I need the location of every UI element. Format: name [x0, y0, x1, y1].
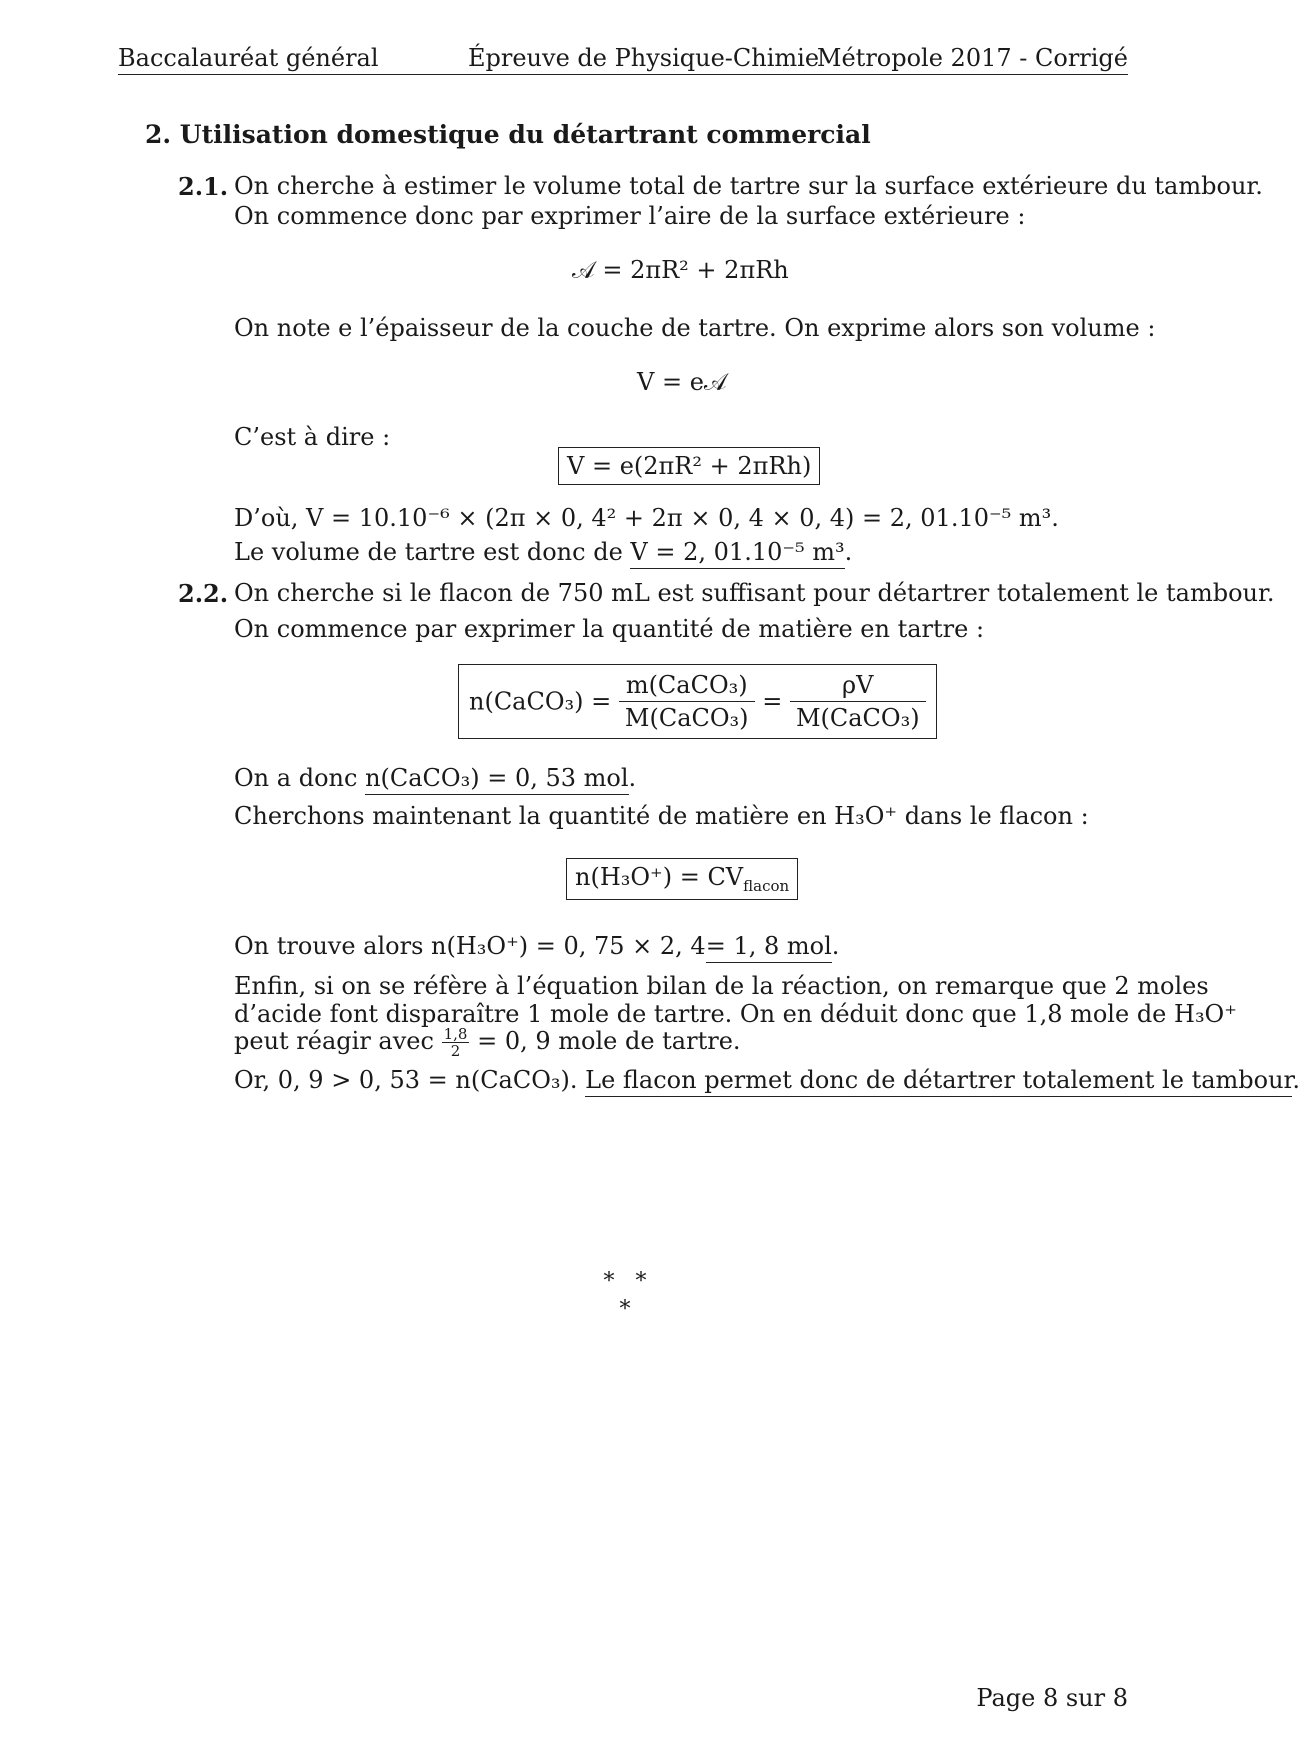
- q21-volume-result: V = 2, 01.10⁻⁵ m³: [630, 538, 844, 569]
- question-2-2-number: 2.2.: [178, 579, 229, 608]
- eq-n-lhs: n(CaCO₃) =: [469, 687, 612, 716]
- boxed-equation-n-caco3: [458, 664, 937, 739]
- page-header: [118, 40, 1128, 75]
- q22-n-caco3-result: n(CaCO₃) = 0, 53 mol: [365, 764, 628, 795]
- eq-h3o-subscript: flacon: [743, 876, 790, 895]
- header-right: Métropole 2017 - Corrigé: [816, 44, 1128, 72]
- q21-line6-prefix: Le volume de tartre est donc de: [234, 538, 623, 566]
- page-number: Page 8 sur 8: [976, 1684, 1128, 1712]
- q22-line8-prefix: peut réagir avec: [234, 1027, 434, 1055]
- q21-line1: On cherche à estimer le volume total de tartre sur la surface extérieure du tambour.: [234, 172, 1263, 200]
- fraction-rhoV-over-molar: [790, 671, 926, 732]
- frac1-denominator: M(CaCO₃): [624, 704, 749, 732]
- q22-conclusion: Le flacon permet donc de détartrer totalement le tambour: [585, 1066, 1292, 1097]
- separator-top: * *: [603, 1269, 647, 1294]
- q22-line6: Enfin, si on se réfère à l’équation bilan de la réaction, on remarque que 2 moles: [234, 972, 1209, 1000]
- q21-line3: On note e l’épaisseur de la couche de tartre. On exprime alors son volume :: [234, 314, 1156, 342]
- q22-line3: On a donc n(CaCO₃) = 0, 53 mol.: [234, 764, 636, 792]
- q21-line6: Le volume de tartre est donc de V = 2, 01.10⁻⁵ m³.: [234, 538, 852, 566]
- q22-line8: [234, 1026, 741, 1059]
- q22-line7: d’acide font disparaître 1 mole de tartre. On en déduit donc que 1,8 mole de H₃O⁺: [234, 1000, 1237, 1028]
- q22-n-h3o-result: = 1, 8 mol: [706, 932, 832, 963]
- fraction-1-8-over-2: [442, 1026, 470, 1059]
- frac1-numerator: m(CaCO₃): [619, 671, 755, 702]
- frac2-numerator: ρV: [790, 671, 926, 702]
- q21-line4: C’est à dire :: [234, 423, 391, 451]
- q21-line5: D’où, V = 10.10⁻⁶ × (2π × 0, 4² + 2π × 0, 4 × 0, 4) = 2, 01.10⁻⁵ m³.: [234, 504, 1059, 532]
- q21-line2: On commence donc par exprimer l’aire de la surface extérieure :: [234, 202, 1026, 230]
- q22-line5-prefix: On trouve alors n(H₃O⁺) = 0, 75 × 2, 4: [234, 932, 706, 960]
- q22-line4: Cherchons maintenant la quantité de matière en H₃O⁺ dans le flacon :: [234, 802, 1089, 830]
- q22-line2: On commence par exprimer la quantité de matière en tartre :: [234, 615, 985, 643]
- header-left: Baccalauréat général: [118, 44, 379, 72]
- small-frac-numerator: 1,8: [443, 1025, 468, 1043]
- fraction-mass-over-molar: [619, 671, 755, 732]
- q22-line9-prefix: Or, 0, 9 > 0, 53 = n(CaCO₃).: [234, 1066, 578, 1094]
- q22-line9: Or, 0, 9 > 0, 53 = n(CaCO₃). Le flacon permet donc de détartrer totalement le tambour.: [234, 1066, 1300, 1094]
- eq-h3o-main: n(H₃O⁺) = CV: [575, 863, 744, 891]
- q22-line8-suffix: = 0, 9 mole de tartre.: [477, 1027, 741, 1055]
- header-center: Épreuve de Physique-Chimie: [468, 44, 820, 72]
- equation-area: 𝒜 = 2πR² + 2πRh: [572, 256, 789, 284]
- q22-line3-prefix: On a donc: [234, 764, 358, 792]
- section-separator: [600, 1268, 650, 1324]
- boxed-equation-n-h3o: [566, 858, 798, 900]
- section-title: 2. Utilisation domestique du détartrant commercial: [145, 120, 871, 149]
- q22-line5: On trouve alors n(H₃O⁺) = 0, 75 × 2, 4= 1, 8 mol.: [234, 932, 839, 960]
- boxed-equation-volume: V = e(2πR² + 2πRh): [558, 447, 820, 485]
- small-frac-denominator: 2: [450, 1042, 461, 1060]
- q22-line1: On cherche si le flacon de 750 mL est suffisant pour détartrer totalement le tambour.: [234, 579, 1275, 607]
- equation-volume: V = e𝒜: [637, 368, 727, 396]
- frac2-denominator: M(CaCO₃): [795, 704, 920, 732]
- question-2-1-number: 2.1.: [178, 172, 229, 201]
- eq-n-equals: =: [762, 687, 783, 716]
- separator-bottom: *: [619, 1297, 631, 1322]
